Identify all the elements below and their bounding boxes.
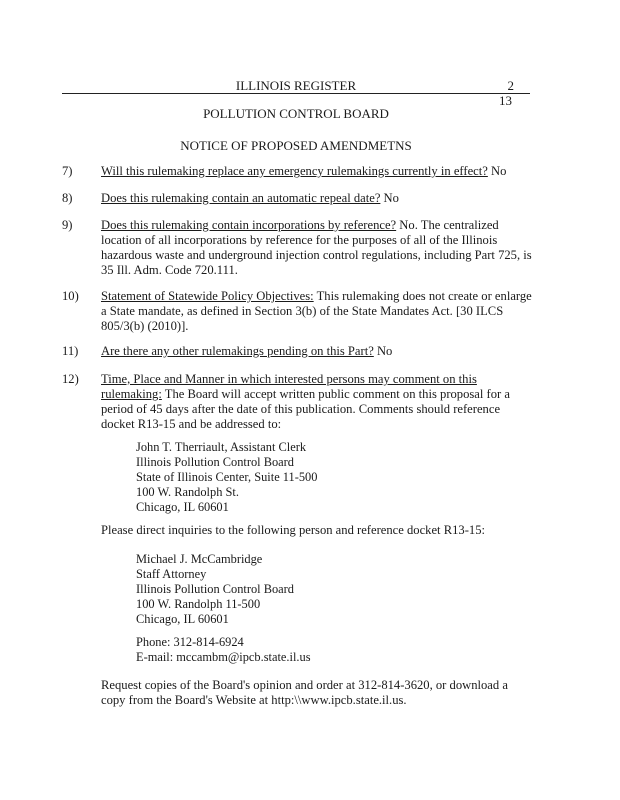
- email-address: E-mail: mccambm@ipcb.state.il.us: [136, 650, 311, 664]
- item-question: Statement of Statewide Policy Objectives:: [101, 289, 314, 303]
- address-line: Chicago, IL 60601: [136, 500, 229, 514]
- register-title: ILLINOIS REGISTER: [235, 78, 357, 93]
- item-number: 8): [62, 191, 73, 205]
- inquiries-text: Please direct inquiries to the following person and reference docket R13-15:: [101, 523, 485, 537]
- item-answer: This rulemaking does not create or enlarge a State mandate, as defined in Section 3(b) of the State Mandates Act. [30 ILCS 805/3(b) (2010)].: [101, 289, 532, 333]
- item-number: 10): [62, 289, 79, 303]
- item-question: Does this rulemaking contain incorporations by reference?: [101, 218, 397, 232]
- item-question: Does this rulemaking contain an automatic repeal date?: [101, 191, 381, 205]
- item-answer: No: [373, 344, 393, 358]
- item-answer: No: [487, 164, 507, 178]
- clerk-address: [136, 440, 317, 515]
- item-12: [62, 372, 532, 432]
- notice-title: NOTICE OF PROPOSED AMENDMETNS: [180, 138, 412, 153]
- address-line: Illinois Pollution Control Board: [136, 582, 294, 596]
- item-question: Time, Place and Manner in which interested persons may comment on this rulemaking:: [101, 372, 477, 401]
- item-number: 11): [62, 344, 79, 358]
- contact-info: [136, 635, 311, 665]
- item-10: [62, 289, 532, 334]
- item-question: Will this rulemaking replace any emergency rulemakings currently in effect?: [101, 164, 488, 178]
- item-number: 7): [62, 164, 73, 178]
- address-line: 100 W. Randolph St.: [136, 485, 239, 499]
- attorney-address: [136, 552, 294, 627]
- item-9: [62, 218, 532, 278]
- item-answer: No. The centralized location of all incorporations by reference for the purposes of all of the Illinois hazardous waste and underground injection control regulations, including Part 725, is 35 Ill. Adm. Code 720.111.: [101, 218, 532, 277]
- page-number: 2: [507, 78, 514, 93]
- item-number: 9): [62, 218, 73, 232]
- item-11: [62, 344, 532, 359]
- item-7: [62, 164, 532, 179]
- register-header: [62, 79, 530, 94]
- address-line: Illinois Pollution Control Board: [136, 455, 294, 469]
- address-line: Staff Attorney: [136, 567, 207, 581]
- item-answer: No: [380, 191, 399, 205]
- item-8: [62, 191, 532, 206]
- address-line: Chicago, IL 60601: [136, 612, 229, 626]
- address-line: 100 W. Randolph 11-500: [136, 597, 261, 611]
- address-line: State of Illinois Center, Suite 11-500: [136, 470, 318, 484]
- address-line: John T. Therriault, Assistant Clerk: [136, 440, 307, 454]
- request-copies-text: Request copies of the Board's opinion and order at 312-814-3620, or download a copy from the Board's Website at http:\\www.ipcb.state.il.us.: [101, 678, 508, 707]
- item-question: Are there any other rulemakings pending on this Part?: [101, 344, 374, 358]
- board-name: POLLUTION CONTROL BOARD: [203, 106, 389, 121]
- item-number: 12): [62, 372, 79, 386]
- address-line: Michael J. McCambridge: [136, 552, 263, 566]
- phone-number: Phone: 312-814-6924: [136, 635, 244, 649]
- item-answer: The Board will accept written public comment on this proposal for a period of 45 days after the date of this publication. Comments should reference docket R13-15 and be addressed to:: [101, 387, 510, 431]
- page-number-secondary: 13: [499, 93, 512, 108]
